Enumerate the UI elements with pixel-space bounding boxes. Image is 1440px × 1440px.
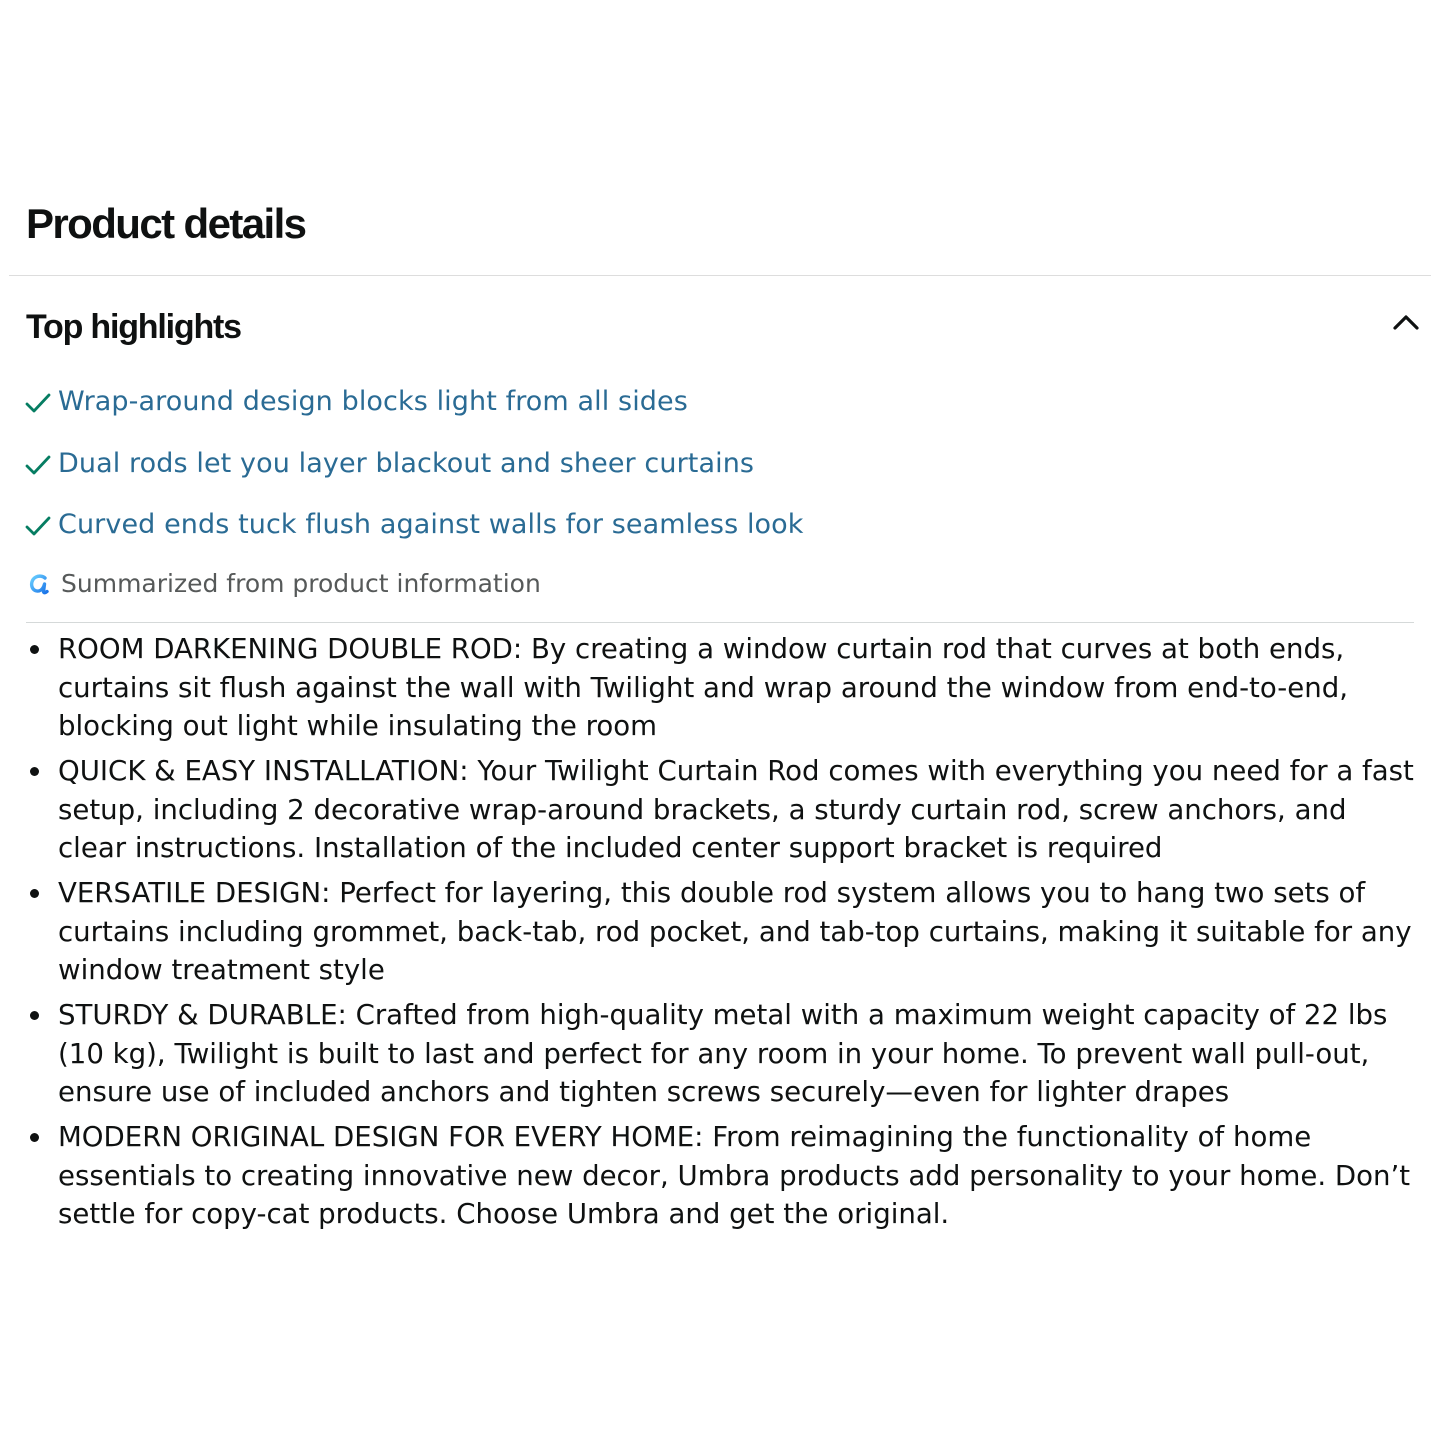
feature-bullet-text: VERSATILE DESIGN: Perfect for layering, this double rod system allows you to hang two sets of curtains including grommet, back-tab, rod pocket, and tab-top curtains, making it suitable for any window treatment style bbox=[58, 876, 1412, 986]
feature-bullet-text: QUICK & EASY INSTALLATION: Your Twilight Curtain Rod comes with everything you need for a fast setup, including 2 decorative wrap-around brackets, a sturdy curtain rod, screw anchors, and clear instructions. Installation of the included center support bracket is required bbox=[58, 754, 1414, 864]
highlight-item bbox=[24, 503, 1404, 565]
highlight-text: Dual rods let you layer blackout and sheer curtains bbox=[58, 447, 755, 479]
check-icon bbox=[24, 389, 52, 417]
feature-bullet bbox=[26, 996, 1416, 1112]
top-highlights-toggle[interactable] bbox=[26, 300, 1422, 354]
highlight-item bbox=[24, 380, 1404, 442]
feature-bullet-text: ROOM DARKENING DOUBLE ROD: By creating a window curtain rod that curves at both ends, curtains sit flush against the wall with Twilight and wrap around the window from end-to-end, blocking out light while insulating the room bbox=[58, 632, 1348, 742]
feature-bullet bbox=[26, 1118, 1416, 1234]
bullet-dot bbox=[30, 889, 39, 898]
section-title: Top highlights bbox=[26, 308, 241, 346]
divider bbox=[26, 622, 1414, 623]
summary-text: Summarized from product information bbox=[61, 569, 541, 598]
feature-bullet bbox=[26, 752, 1416, 868]
chevron-up-icon[interactable] bbox=[1390, 306, 1422, 338]
bullet-dot bbox=[30, 1133, 39, 1142]
feature-bullet bbox=[26, 874, 1416, 990]
highlights-list bbox=[24, 380, 1404, 565]
ai-summary-icon bbox=[26, 571, 52, 597]
ai-summary-note bbox=[26, 565, 541, 603]
highlight-text: Wrap-around design blocks light from all sides bbox=[58, 386, 688, 417]
divider bbox=[9, 275, 1431, 276]
highlight-item bbox=[24, 442, 1404, 504]
check-icon bbox=[24, 451, 52, 479]
feature-bullet-text: STURDY & DURABLE: Crafted from high-quality metal with a maximum weight capacity of 22 lbs (10 kg), Twilight is built to last and perfect for any room in your home. To prevent wall pull-out, ensure use of included anchors and tighten screws securely—even for lighter drapes bbox=[58, 998, 1388, 1108]
check-icon bbox=[24, 512, 52, 540]
bullet-dot bbox=[30, 1011, 39, 1020]
highlight-text: Curved ends tuck flush against walls for seamless look bbox=[58, 509, 804, 540]
bullet-dot bbox=[30, 645, 39, 654]
feature-bullets-list bbox=[26, 630, 1416, 1240]
feature-bullet bbox=[26, 630, 1416, 746]
feature-bullet-text: MODERN ORIGINAL DESIGN FOR EVERY HOME: From reimagining the functionality of home essentials to creating innovative new decor, Umbra products add personality to your home. Don’t settle for copy-cat products. Choose Umbra and get the original. bbox=[58, 1120, 1411, 1230]
bullet-dot bbox=[30, 767, 39, 776]
page-title: Product details bbox=[26, 200, 306, 247]
